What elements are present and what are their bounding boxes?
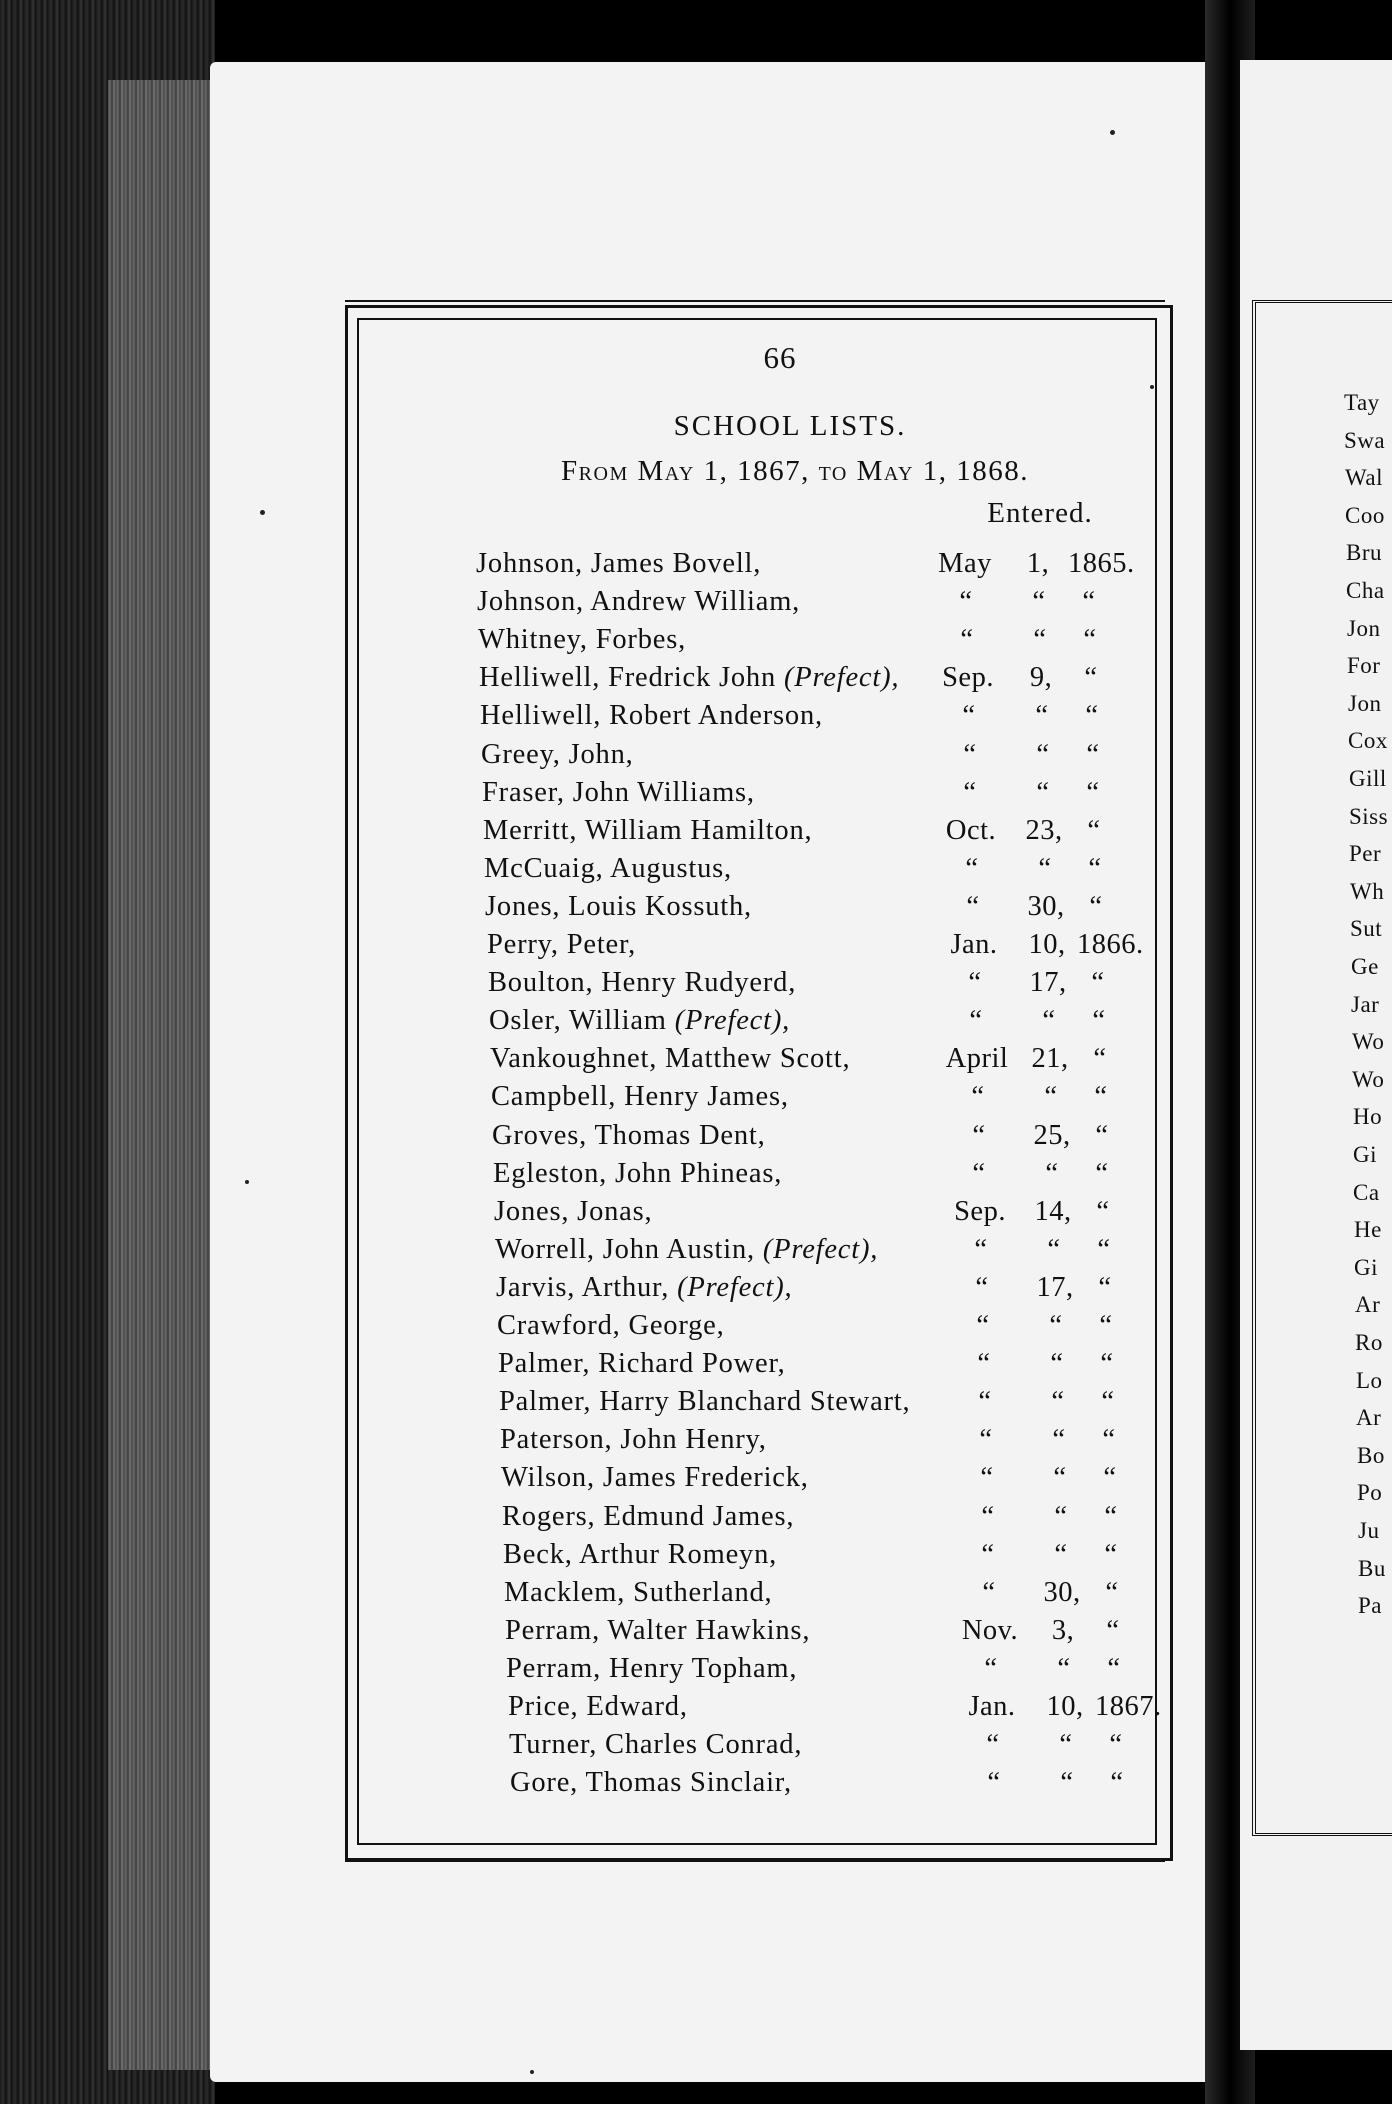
student-name [489, 1005, 790, 1037]
entry-month: May [938, 548, 992, 579]
scan-speck [530, 2070, 534, 2074]
entry-month: “ [965, 853, 979, 884]
entry-day: “ [1054, 1539, 1068, 1570]
student-name-text: Campbell, Henry James, [491, 1081, 789, 1112]
list-entry [0, 700, 1392, 740]
student-name-text: Beck, Arthur Romeyn, [503, 1539, 778, 1570]
student-name-text: Johnson, James Bovell, [476, 548, 762, 579]
student-name-text: Helliwell, Robert Anderson, [480, 700, 823, 731]
student-name-text: Perram, Henry Topham, [506, 1653, 798, 1684]
list-entry [0, 1691, 1392, 1731]
entry-year: “ [1104, 1501, 1118, 1532]
entry-day: “ [1051, 1386, 1065, 1417]
student-name-text: Johnson, Andrew William, [477, 586, 801, 617]
entry-day: “ [1059, 1729, 1073, 1760]
entry-day: “ [1033, 624, 1047, 655]
entry-year: “ [1100, 1348, 1114, 1379]
entry-day: “ [1038, 853, 1052, 884]
student-name-text: Egleston, John Phineas, [493, 1158, 783, 1189]
facing-page-fragment: Wal [1345, 465, 1383, 490]
student-name-text: Groves, Thomas Dent, [492, 1120, 766, 1151]
entry-day: “ [1045, 1158, 1059, 1189]
prefect-note: (Prefect), [677, 1272, 793, 1303]
entry-day: “ [1053, 1462, 1067, 1493]
student-name-text: Helliwell, Fredrick John [479, 662, 777, 693]
student-name-text: Jarvis, Arthur, [496, 1272, 670, 1303]
entry-day: “ [1050, 1348, 1064, 1379]
student-name-text: Palmer, Richard Power, [498, 1348, 786, 1379]
list-entry [0, 1196, 1392, 1236]
entered-column-header: Entered. [987, 497, 1093, 529]
entry-year: “ [1110, 1767, 1124, 1798]
facing-page-fragment: For [1347, 653, 1381, 678]
student-name-text: Perram, Walter Hawkins, [505, 1615, 811, 1646]
entry-month: “ [963, 739, 977, 770]
entry-day: 25, [1033, 1120, 1071, 1151]
entry-day: “ [1036, 739, 1050, 770]
student-name [485, 891, 752, 923]
entry-day: “ [1036, 777, 1050, 808]
list-entry [0, 624, 1392, 664]
entry-month: “ [978, 1386, 992, 1417]
entry-year: 1866. [1077, 929, 1144, 960]
entry-year: “ [1107, 1653, 1121, 1684]
student-name-text: Rogers, Edmund James, [502, 1501, 795, 1532]
student-name [491, 1081, 789, 1113]
entry-month: “ [969, 1005, 983, 1036]
entry-year: “ [1101, 1386, 1115, 1417]
facing-page-fragment: Bru [1346, 540, 1382, 565]
entry-month: April [945, 1043, 1009, 1074]
prefect-note: (Prefect), [783, 662, 900, 693]
list-entry [0, 929, 1392, 969]
entry-day: 3, [1051, 1615, 1075, 1646]
entry-year: “ [1093, 1043, 1107, 1074]
entry-month: “ [987, 1767, 1001, 1798]
entry-year: “ [1097, 1234, 1111, 1265]
entry-year: “ [1096, 1196, 1110, 1227]
entry-day: 17, [1036, 1272, 1074, 1303]
facing-page-fragment: Ro [1355, 1330, 1383, 1355]
entry-day: 10, [1046, 1691, 1084, 1722]
student-name-text: Vankoughnet, Matthew Scott, [490, 1043, 851, 1074]
student-name [502, 1501, 794, 1533]
entry-month: “ [977, 1348, 991, 1379]
list-entry [0, 662, 1392, 702]
border-rule [345, 1860, 1165, 1862]
scan-speck [260, 510, 265, 515]
student-name [490, 1043, 850, 1075]
scan-speck [1150, 385, 1154, 389]
list-entry [0, 1539, 1392, 1579]
student-name-text: Merritt, William Hamilton, [483, 815, 813, 846]
student-name [509, 1729, 802, 1761]
entry-day: “ [1057, 1653, 1071, 1684]
entry-month: Nov. [961, 1615, 1019, 1646]
entry-day: 14, [1034, 1196, 1072, 1227]
list-entry [0, 1615, 1392, 1655]
facing-page-fragment: Gi [1354, 1255, 1378, 1280]
entry-day: “ [1049, 1310, 1063, 1341]
entry-month: “ [981, 1501, 995, 1532]
facing-page-fragment: Jon [1348, 691, 1382, 716]
list-entry [0, 1120, 1392, 1160]
list-entry [0, 548, 1392, 588]
entry-month: “ [963, 777, 977, 808]
entry-month: Jan. [950, 929, 998, 960]
entry-year: “ [1095, 1120, 1109, 1151]
student-name [481, 739, 634, 771]
list-entry [0, 1081, 1392, 1121]
student-name-text: Paterson, John Henry, [500, 1424, 767, 1455]
facing-page-fragment: Coo [1345, 503, 1385, 528]
list-entry [0, 1043, 1392, 1083]
facing-page-fragment: Wo [1352, 1067, 1385, 1092]
entry-day: “ [1052, 1424, 1066, 1455]
scan-speck [1110, 130, 1115, 135]
entry-year: “ [1086, 739, 1100, 770]
student-name [487, 929, 636, 961]
entry-day: 30, [1027, 891, 1065, 922]
facing-page-fragment: Jon [1347, 616, 1381, 641]
entry-month: “ [972, 1120, 986, 1151]
student-name [494, 1196, 652, 1228]
student-name [503, 1539, 777, 1571]
student-name [497, 1310, 725, 1342]
student-name [477, 586, 800, 618]
list-entry [0, 1653, 1392, 1693]
entry-month: “ [982, 1577, 996, 1608]
student-name [482, 777, 755, 809]
student-name [492, 1120, 766, 1152]
entry-month: “ [976, 1310, 990, 1341]
student-name [495, 1234, 878, 1266]
student-name [480, 700, 823, 732]
student-name-text: Gore, Thomas Sinclair, [510, 1767, 792, 1798]
entry-year: 1867. [1095, 1691, 1162, 1722]
student-name [483, 815, 812, 847]
entry-month: “ [972, 1158, 986, 1189]
student-name [499, 1386, 910, 1418]
entry-day: “ [1060, 1767, 1074, 1798]
entry-month: “ [959, 586, 973, 617]
entry-month: “ [984, 1653, 998, 1684]
entry-day: 9, [1029, 662, 1053, 693]
list-entry [0, 1767, 1392, 1807]
student-name [510, 1767, 792, 1799]
entry-day: “ [1047, 1234, 1061, 1265]
entry-year: “ [1088, 853, 1102, 884]
list-entry [0, 967, 1392, 1007]
entry-day: 30, [1043, 1577, 1081, 1608]
facing-page-fragment: Swa [1344, 428, 1386, 453]
entry-year: “ [1109, 1729, 1123, 1760]
facing-page-fragment: Per [1349, 841, 1382, 866]
list-entry [0, 777, 1392, 817]
facing-page-fragment: Bo [1357, 1443, 1385, 1468]
entry-day: “ [1042, 1005, 1056, 1036]
entry-month: Sep. [942, 662, 994, 693]
entry-day: 1, [1026, 548, 1050, 579]
entry-year: “ [1083, 624, 1097, 655]
entry-year: “ [1102, 1424, 1116, 1455]
entry-year: “ [1091, 967, 1105, 998]
entry-year: “ [1095, 1158, 1109, 1189]
entry-month: “ [980, 1462, 994, 1493]
entry-year: “ [1105, 1577, 1119, 1608]
student-name [500, 1424, 767, 1456]
facing-page-fragment: Bu [1358, 1556, 1386, 1581]
list-entry [0, 1348, 1392, 1388]
facing-page-fragment: Ar [1355, 1292, 1381, 1317]
student-name-text: Worrell, John Austin, [495, 1234, 755, 1265]
entry-month: “ [968, 967, 982, 998]
entry-month: “ [979, 1424, 993, 1455]
facing-page-fragment: Siss [1349, 804, 1389, 829]
entry-month: Jan. [968, 1691, 1016, 1722]
entry-year: “ [1086, 777, 1100, 808]
entry-day: “ [1044, 1081, 1058, 1112]
facing-page-fragment: Gill [1349, 766, 1387, 791]
facing-page-fragment: Ca [1353, 1180, 1380, 1205]
student-name-text: Fraser, John Williams, [482, 777, 755, 808]
student-name [484, 853, 732, 885]
student-name-text: Crawford, George, [497, 1310, 725, 1341]
student-name-text: Macklem, Sutherland, [504, 1577, 773, 1608]
list-entry [0, 891, 1392, 931]
entry-day: “ [1032, 586, 1046, 617]
list-entry [0, 853, 1392, 893]
list-entry [0, 1462, 1392, 1502]
facing-page-fragment: Wo [1352, 1029, 1385, 1054]
page-number: 66 [763, 340, 797, 375]
facing-page-fragment: Lo [1356, 1368, 1383, 1393]
entry-month: “ [975, 1272, 989, 1303]
student-name-text: Wilson, James Frederick, [501, 1462, 809, 1493]
student-name [476, 548, 761, 580]
entry-year: “ [1106, 1615, 1120, 1646]
entry-month: “ [974, 1234, 988, 1265]
page-heading: SCHOOL LISTS. [673, 410, 907, 442]
student-name [488, 967, 796, 999]
entry-year: “ [1103, 1462, 1117, 1493]
entry-year: “ [1104, 1539, 1118, 1570]
list-entry [0, 1234, 1392, 1274]
scan-speck [245, 1180, 249, 1184]
student-name-text: Palmer, Harry Blanchard Stewart, [499, 1386, 911, 1417]
entry-month: “ [981, 1539, 995, 1570]
list-entry [0, 586, 1392, 626]
entry-month: “ [986, 1729, 1000, 1760]
student-name-text: Whitney, Forbes, [478, 624, 687, 655]
student-name-text: Perry, Peter, [487, 929, 637, 960]
student-name-text: McCuaig, Augustus, [484, 853, 732, 884]
list-entry [0, 1577, 1392, 1617]
student-name [478, 624, 686, 656]
entry-year: “ [1094, 1081, 1108, 1112]
entry-day: 23, [1025, 815, 1063, 846]
page-subheading: From May 1, 1867, to May 1, 1868. [561, 455, 1029, 487]
facing-page-fragment: Cox [1348, 728, 1388, 753]
entry-year: “ [1089, 891, 1103, 922]
entry-day: 21, [1031, 1043, 1069, 1074]
list-entry [0, 1272, 1392, 1312]
entry-day: “ [1054, 1501, 1068, 1532]
student-name-text: Price, Edward, [508, 1691, 688, 1722]
list-entry [0, 1424, 1392, 1464]
facing-page-fragment: Pa [1358, 1593, 1382, 1618]
entry-day: 17, [1029, 967, 1067, 998]
entry-month: “ [971, 1081, 985, 1112]
facing-page-fragment: He [1354, 1217, 1382, 1242]
facing-page-fragment: Po [1357, 1480, 1383, 1505]
student-name-text: Jones, Louis Kossuth, [485, 891, 752, 922]
facing-page-fragment: Sut [1350, 916, 1383, 941]
entry-year: “ [1098, 1272, 1112, 1303]
student-name [493, 1158, 782, 1190]
entry-year: “ [1099, 1310, 1113, 1341]
entry-year: “ [1084, 662, 1098, 693]
border-rule [345, 300, 1165, 302]
entry-month: “ [966, 891, 980, 922]
entry-month: “ [962, 700, 976, 731]
list-entry [0, 815, 1392, 855]
student-name [504, 1577, 772, 1609]
facing-page-fragment: Wh [1350, 879, 1385, 904]
student-name-text: Greey, John, [481, 739, 634, 770]
entry-year: “ [1087, 815, 1101, 846]
student-name-text: Turner, Charles Conrad, [509, 1729, 803, 1760]
facing-page-fragment: Ho [1353, 1104, 1383, 1129]
student-name [505, 1615, 810, 1647]
student-name [498, 1348, 786, 1380]
facing-page-fragment: Cha [1346, 578, 1385, 603]
student-name [479, 662, 899, 694]
student-name-text: Osler, William [489, 1005, 667, 1036]
list-entry [0, 1729, 1392, 1769]
entry-month: Oct. [945, 815, 997, 846]
facing-page-fragment: Ge [1351, 954, 1379, 979]
list-entry [0, 1005, 1392, 1045]
facing-page-fragment: Tay [1344, 390, 1380, 415]
facing-page-fragment: Gi [1353, 1142, 1377, 1167]
student-name [501, 1462, 809, 1494]
entry-month: Sep. [954, 1196, 1006, 1227]
list-entry [0, 1158, 1392, 1198]
prefect-note: (Prefect), [762, 1234, 879, 1265]
facing-page-fragment: Jar [1351, 992, 1380, 1017]
list-entry [0, 1501, 1392, 1541]
facing-page-fragment: Ar [1356, 1405, 1382, 1430]
entry-year: “ [1092, 1005, 1106, 1036]
entry-year: 1865. [1068, 548, 1135, 579]
prefect-note: (Prefect), [674, 1005, 791, 1036]
list-entry [0, 1310, 1392, 1350]
list-entry [0, 739, 1392, 779]
entry-day: 10, [1028, 929, 1066, 960]
student-name-text: Boulton, Henry Rudyerd, [488, 967, 797, 998]
student-name-text: Jones, Jonas, [494, 1196, 653, 1227]
entry-year: “ [1085, 700, 1099, 731]
facing-page-fragment: Ju [1358, 1518, 1380, 1543]
entry-year: “ [1082, 586, 1096, 617]
student-name [496, 1272, 792, 1304]
student-name [508, 1691, 688, 1723]
entry-month: “ [960, 624, 974, 655]
entry-day: “ [1035, 700, 1049, 731]
list-entry [0, 1386, 1392, 1426]
student-name [506, 1653, 797, 1685]
